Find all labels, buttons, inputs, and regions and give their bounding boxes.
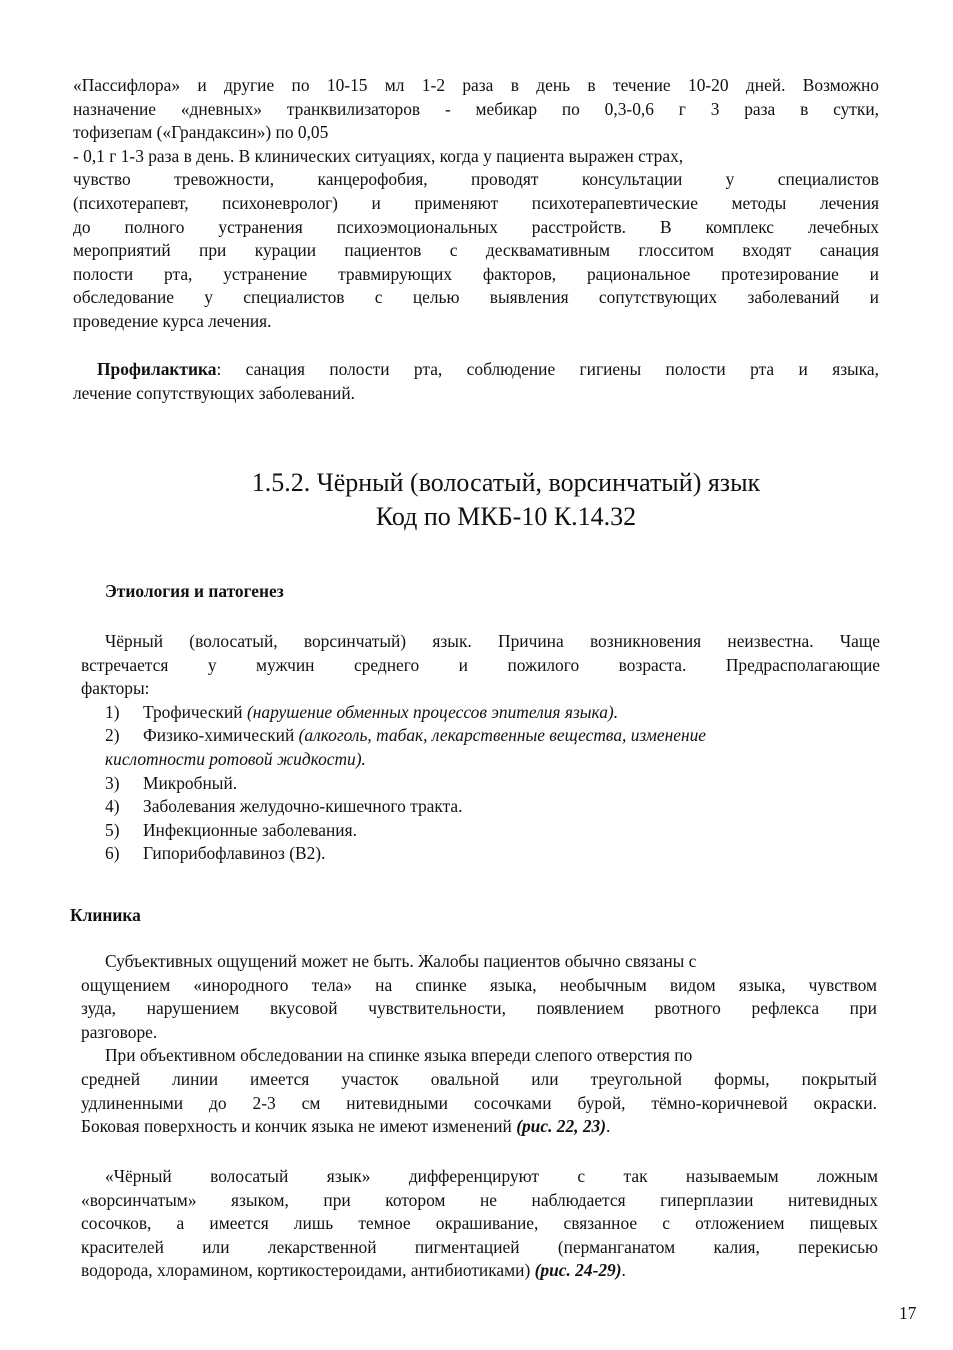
text-line: Субъективных ощущений может не быть. Жалобы пациентов обычно связаны с <box>105 951 697 971</box>
page-number: 17 <box>899 1303 917 1323</box>
icd-code: Код по МКБ-10 К.14.32 <box>375 502 637 531</box>
text-line: красителей или лекарственной пигментацией (перманганатом калия, перекисью <box>81 1236 878 1257</box>
text-line: «ворсинчатым» языком, при котором не наблюдается гиперплазии нитевидных <box>81 1189 878 1210</box>
text-line: «Чёрный волосатый язык» дифференцируют с так называемым ложным <box>105 1166 878 1186</box>
text-line: разговоре. <box>81 1021 158 1042</box>
text-line: чувство тревожности, канцерофобия, проводят консультации у специалистов <box>73 169 879 190</box>
text-line: «Пассифлора» и другие по 10-15 мл 1-2 раза в день в течение 10-20 дней. Возможно <box>73 75 879 95</box>
text-line: факторы: <box>81 678 150 699</box>
text-line: При объективном обследовании на спинке языка впереди слепого отверстия по <box>105 1045 693 1066</box>
section-title: 1.5.2. Чёрный (волосатый, ворсинчатый) язык <box>251 468 761 497</box>
list-item-continuation: кислотности ротовой жидкости). <box>105 748 366 769</box>
figure-reference: (рис. 22, 23) <box>516 1116 607 1137</box>
text-line: (психотерапевт, психоневролог) и применяют психотерапевтические методы лечения <box>73 192 879 213</box>
prophylaxis-paragraph <box>73 358 879 405</box>
list-item: 4) Заболевания желудочно-кишечного тракта. <box>105 796 463 817</box>
text-line: зуда, нарушением вкусовой чувствительности, появлением рвотного рефлекса при <box>81 998 877 1019</box>
text-line: удлиненными до 2-3 см нитевидными сосочками бурой, тёмно-коричневой окраски. <box>81 1092 877 1113</box>
prophylaxis-label: Профилактика <box>97 359 217 379</box>
differential-paragraph <box>81 1165 878 1283</box>
etiology-heading: Этиология и патогенез <box>105 581 284 601</box>
text-line: сосочков, а имеется лишь темное окрашивание, связанное с отложением пищевых <box>81 1213 878 1234</box>
text-line: полости рта, устранение травмирующих факторов, рациональное протезирование и <box>73 263 879 284</box>
etiology-section <box>81 630 880 866</box>
text-line: проведение курса лечения. <box>73 310 272 331</box>
text-line: тофизепам («Грандаксин») по 0,05 <box>73 122 329 143</box>
text-line: Боковая поверхность и кончик языка не имеют изменений (рис. 22, 23). <box>81 1116 611 1137</box>
text-line: назначение «дневных» транквилизаторов - мебикар по 0,3-0,6 г 3 раза в сутки, <box>73 98 879 119</box>
text-line: встречается у мужчин среднего и пожилого возраста. Предрасполагающие <box>81 654 880 675</box>
clinic-section <box>81 950 877 1139</box>
text-line <box>73 358 879 382</box>
text-line: Чёрный (волосатый, ворсинчатый) язык. Причина возникновения неизвестна. Чаще <box>105 631 880 651</box>
text-line: до полного устранения психоэмоциональных расстройств. В комплекс лечебных <box>73 216 879 237</box>
list-item: 1) Трофический (нарушение обменных процессов эпителия языка). <box>105 701 619 722</box>
text-line: - 0,1 г 1-3 раза в день. В клинических ситуациях, когда у пациента выражен страх, <box>73 145 684 166</box>
list-item: 6) Гипорибофлавиноз (В2). <box>105 843 326 864</box>
clinic-heading: Клиника <box>70 905 141 925</box>
text-line: лечение сопутствующих заболеваний. <box>73 382 355 403</box>
text-line: водорода, хлорамином, кортикостероидами, антибиотиками) (рис. 24-29). <box>81 1260 626 1281</box>
text-line: средней линии имеется участок овальной или треугольной формы, покрытый <box>81 1068 877 1089</box>
list-item: 5) Инфекционные заболевания. <box>105 819 357 840</box>
treatment-paragraph <box>73 74 879 334</box>
text-line: ощущением «инородного тела» на спинке языка, необычным видом языка, чувством <box>81 974 877 995</box>
list-item: 3) Микробный. <box>105 772 238 793</box>
factors-list <box>81 701 880 866</box>
text-line: обследование у специалистов с целью выявления сопутствующих заболеваний и <box>73 287 879 308</box>
list-item: 2) Физико-химический (алкоголь, табак, лекарственные вещества, изменение <box>105 725 706 746</box>
figure-reference: (рис. 24-29) <box>534 1260 622 1281</box>
prophylaxis-text: : санация полости рта, соблюдение гигиены полости рта и языка, <box>216 359 879 379</box>
text-line: мероприятий при курации пациентов с десквамативным глосситом входят санация <box>73 240 879 261</box>
